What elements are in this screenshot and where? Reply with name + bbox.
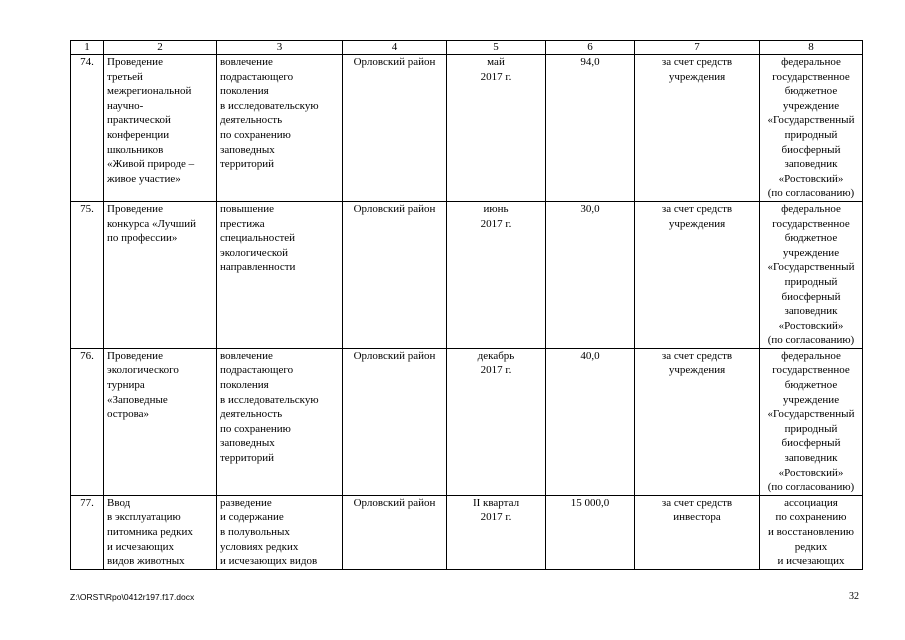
column-header: 8 xyxy=(760,41,863,55)
table-row xyxy=(71,201,863,348)
event-date: II квартал 2017 г. xyxy=(447,495,546,569)
event-date: июнь 2017 г. xyxy=(447,201,546,348)
row-number: 76. xyxy=(71,348,104,495)
funding-source: за счет средств учреждения xyxy=(635,55,760,202)
event-amount: 40,0 xyxy=(546,348,635,495)
table-row xyxy=(71,55,863,202)
row-number: 75. xyxy=(71,201,104,348)
column-header: 5 xyxy=(447,41,546,55)
event-amount: 30,0 xyxy=(546,201,635,348)
event-amount: 15 000,0 xyxy=(546,495,635,569)
plan-table xyxy=(70,40,863,570)
event-goal: вовлечение подрастающего поколения в исследовательскую деятельность по сохранению заповедных территорий xyxy=(217,348,343,495)
event-place: Орловский район xyxy=(343,55,447,202)
row-number: 74. xyxy=(71,55,104,202)
event-executor: федеральное государственное бюджетное учреждение «Государственный природный биосферный заповедник «Ростовский» (по согласованию) xyxy=(760,201,863,348)
event-place: Орловский район xyxy=(343,495,447,569)
event-place: Орловский район xyxy=(343,348,447,495)
column-header: 2 xyxy=(104,41,217,55)
event-amount: 94,0 xyxy=(546,55,635,202)
event-date: май 2017 г. xyxy=(447,55,546,202)
funding-source: за счет средств инвестора xyxy=(635,495,760,569)
column-header: 4 xyxy=(343,41,447,55)
event-name: Проведение третьей межрегиональной научно- практической конференции школьников «Живой природе – живое участие» xyxy=(104,55,217,202)
event-name: Проведение экологического турнира «Заповедные острова» xyxy=(104,348,217,495)
column-header: 3 xyxy=(217,41,343,55)
header-row xyxy=(71,41,863,55)
row-number: 77. xyxy=(71,495,104,569)
event-executor: федеральное государственное бюджетное учреждение «Государственный природный биосферный заповедник «Ростовский» (по согласованию) xyxy=(760,55,863,202)
funding-source: за счет средств учреждения xyxy=(635,348,760,495)
column-header: 6 xyxy=(546,41,635,55)
column-header: 7 xyxy=(635,41,760,55)
table-row xyxy=(71,348,863,495)
column-header: 1 xyxy=(71,41,104,55)
event-goal: разведение и содержание в полувольных условиях редких и исчезающих видов xyxy=(217,495,343,569)
funding-source: за счет средств учреждения xyxy=(635,201,760,348)
event-name: Ввод в эксплуатацию питомника редких и исчезающих видов животных xyxy=(104,495,217,569)
event-executor: ассоциация по сохранению и восстановлению редких и исчезающих xyxy=(760,495,863,569)
event-executor: федеральное государственное бюджетное учреждение «Государственный природный биосферный заповедник «Ростовский» (по согласованию) xyxy=(760,348,863,495)
event-goal: вовлечение подрастающего поколения в исследовательскую деятельность по сохранению заповедных территорий xyxy=(217,55,343,202)
event-date: декабрь 2017 г. xyxy=(447,348,546,495)
event-place: Орловский район xyxy=(343,201,447,348)
footer-file-path: Z:\ORST\Rpo\0412r197.f17.docx xyxy=(70,592,195,602)
page-number: 32 xyxy=(849,591,859,602)
event-name: Проведение конкурса «Лучший по профессии» xyxy=(104,201,217,348)
event-goal: повышение престижа специальностей экологической направленности xyxy=(217,201,343,348)
table-row xyxy=(71,495,863,569)
